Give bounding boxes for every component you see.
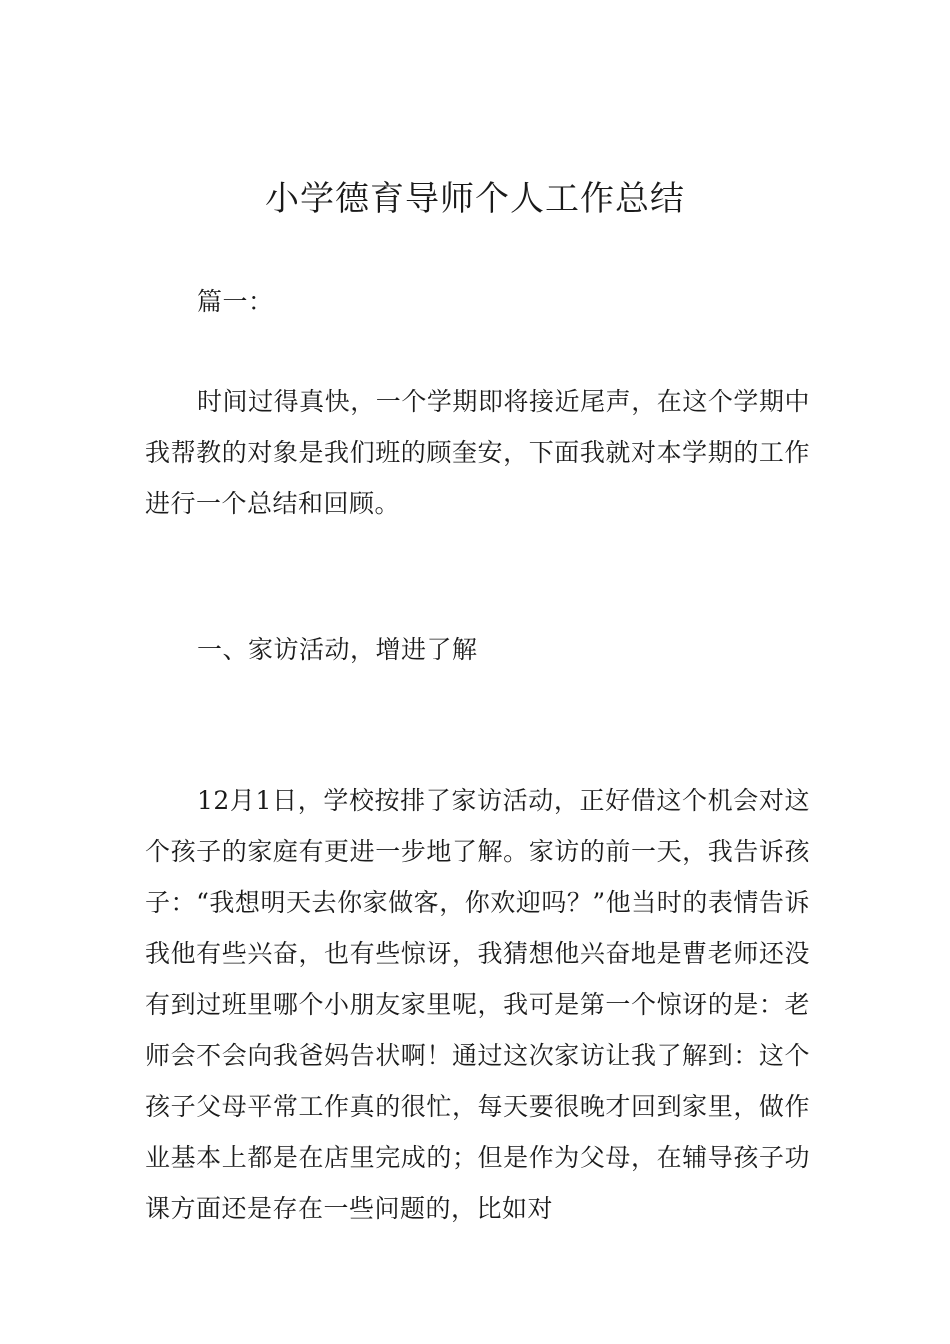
section-label: 篇一：: [197, 287, 274, 316]
document-title: 小学德育导师个人工作总结: [265, 179, 685, 219]
intro-paragraph: 时间过得真快，一个学期即将接近尾声，在这个学期中我帮教的对象是我们班的顾奎安，下面我就对本学期的工作进行一个总结和回顾。: [145, 387, 810, 518]
body-paragraph: 12月1日，学校按排了家访活动，正好借这个机会对这个孩子的家庭有更进一步地了解。家访的前一天，我告诉孩子：“我想明天去你家做客，你欢迎吗？”他当时的表情告诉我他有些兴奋，也有些惊讶，我猜想他兴奋地是曹老师还没有到过班里哪个小朋友家里呢，我可是第一个惊讶的是：老师会不会向我爸妈告状啊！通过这次家访让我了解到：这个孩子父母平常工作真的很忙，每天要很晚才回到家里，做作业基本上都是在店里完成的；但是作为父母，在辅导孩子功课方面还是存在一些问题的，比如对: [145, 786, 810, 1223]
section-heading: 一、家访活动，增进了解: [197, 635, 478, 664]
